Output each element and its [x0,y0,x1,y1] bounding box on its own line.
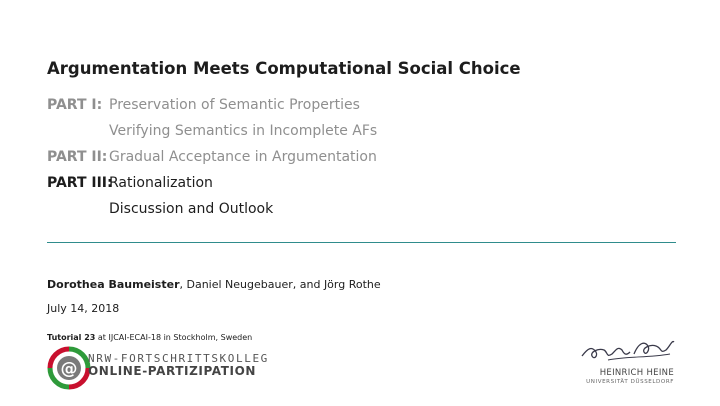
other-authors: , Daniel Neugebauer, and Jörg Rothe [179,278,381,291]
at-sign-circle-icon [44,345,94,391]
svg-text:@: @ [60,359,78,379]
outline-text: Rationalization [109,175,213,191]
outline-text: Gradual Acceptance in Argumentation [109,149,377,165]
date: July 14, 2018 [47,302,120,315]
part-label: PART I: [47,97,103,113]
outline-item-part-2 [47,149,377,165]
outline-text: Preservation of Semantic Properties [109,97,360,113]
nrw-title: NRW-FORTSCHRITTSKOLLEG [88,352,269,365]
part-label: PART III: [47,175,113,191]
venue-text: at IJCAI-ECAI-18 in Stockholm, Sweden [95,333,253,342]
outline-item-part-1 [47,97,360,113]
nrw-subtitle: ONLINE-PARTIZIPATION [88,364,257,378]
slide-title: Argumentation Meets Computational Social Choice [47,59,521,78]
divider-rule [47,242,676,243]
hhu-name: HEINRICH HEINE [599,368,674,378]
first-author: Dorothea Baumeister [47,278,180,291]
outline-text: Discussion and Outlook [109,201,274,217]
outline-item-part-1-sub [47,123,377,139]
venue [47,333,252,342]
tutorial-number: Tutorial 23 [47,333,96,342]
outline-item-part-3-sub [47,201,273,217]
signature-icon [578,334,676,364]
part-label: PART II: [47,149,108,165]
outline-text: Verifying Semantics in Incomplete AFs [109,123,378,139]
hhu-subtitle: UNIVERSITÄT DÜSSELDORF [586,379,674,385]
authors [47,278,381,291]
outline-item-part-3 [47,175,213,191]
